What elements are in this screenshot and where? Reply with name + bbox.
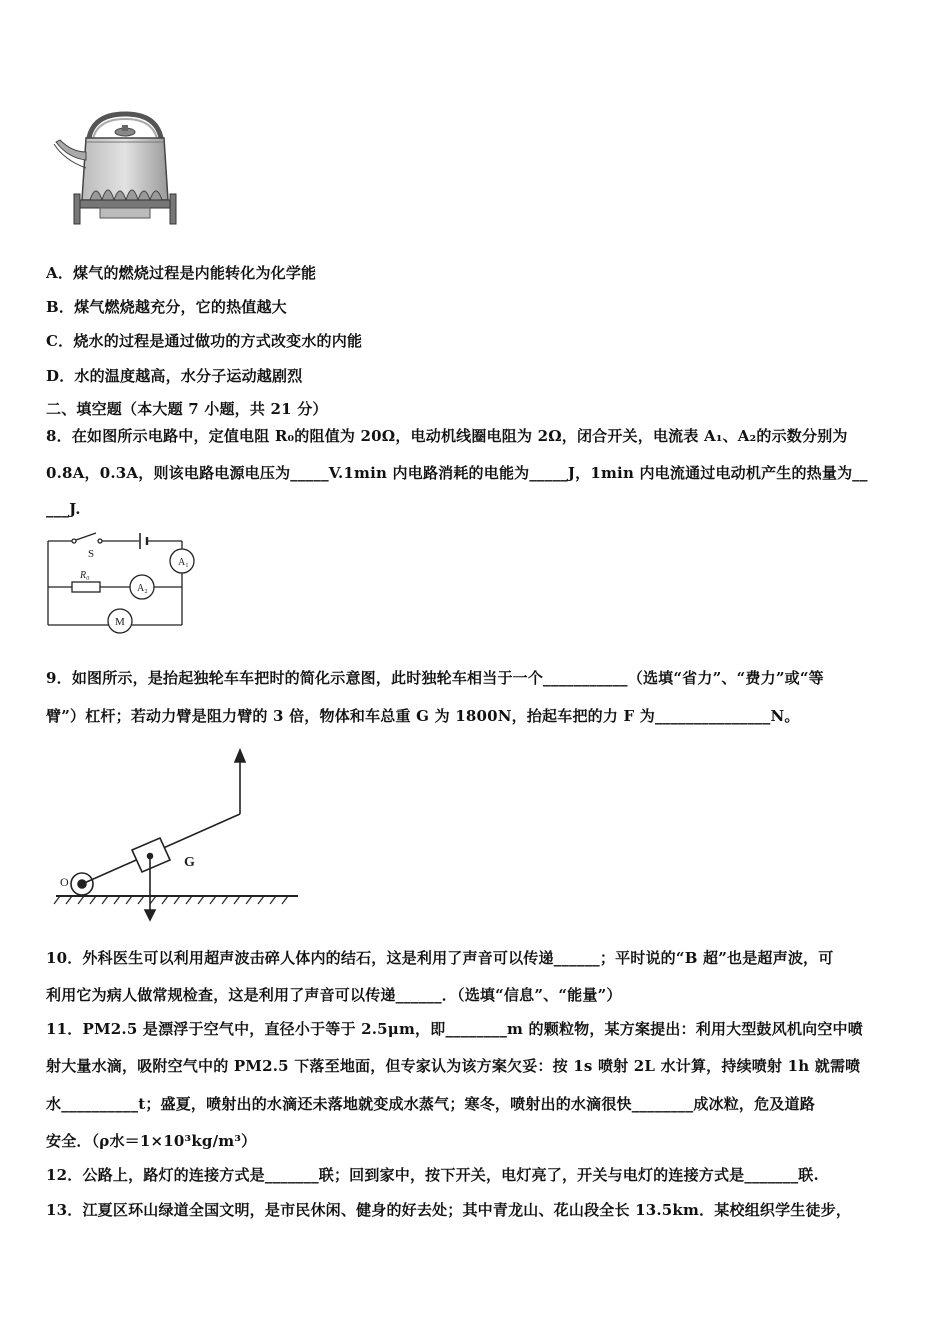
wheelbarrow-figure [52, 748, 302, 928]
q12-line-1: 12．公路上，路灯的连接方式是_______联；回到家中，按下开关，电灯亮了，开关与电灯的连接方式是_______联. [46, 1166, 819, 1184]
resistor-label: R₀ [80, 570, 90, 581]
section-heading: 二、填空题（本大题 7 小题，共 21 分） [46, 400, 328, 418]
resistor-symbol [72, 582, 100, 592]
q11-line-3: 水__________t；盛夏，喷射出的水滴还未落地就变成水蒸气；寒冬，喷射出的水滴很快________成冰粒，危及道路 [46, 1095, 815, 1113]
q7-option-d: D．水的温度越高，水分子运动越剧烈 [46, 367, 303, 385]
q9-line-1: 9．如图所示，是抬起独轮车车把时的简化示意图，此时独轮车相当于一个___________（选填“省力”、“费力”或“等 [46, 669, 824, 687]
motor-label: M [115, 616, 125, 628]
q8-line-3: ___J. [46, 500, 81, 518]
q8-line-2: 0.8A，0.3A，则该电路电源电压为_____V.1min 内电路消耗的电能为_____J，1min 内电流通过电动机产生的热量为__ [46, 464, 868, 482]
q7-option-c: C．烧水的过程是通过做功的方式改变水的内能 [46, 332, 363, 350]
q11-line-1: 11．PM2.5 是漂浮于空气中，直径小于等于 2.5μm，即________m 的颗粒物，某方案提出：利用大型鼓风机向空中喷 [46, 1020, 863, 1038]
switch-label: S [88, 548, 95, 560]
q7-option-a: A．煤气的燃烧过程是内能转化为化学能 [46, 264, 317, 282]
q8-line-1: 8．在如图所示电路中，定值电阻 R₀的阻值为 20Ω，电动机线圈电阻为 2Ω，闭合开关，电流表 A₁、A₂的示数分别为 [46, 427, 848, 445]
ammeter-a1-label: A₁ [178, 557, 189, 568]
q10-line-1: 10．外科医生可以利用超声波击碎人体内的结石，这是利用了声音可以传递______；平时说的“B 超”也是超声波，可 [46, 949, 834, 967]
q10-line-2: 利用它为病人做常规检查，这是利用了声音可以传递______．（选填“信息”、“能量”） [46, 986, 622, 1004]
weight-label: G [184, 855, 195, 870]
circuit-figure [44, 527, 204, 637]
q7-option-b: B．煤气燃烧越充分，它的热值越大 [46, 298, 287, 316]
q11-line-2: 射大量水滴，吸附空气中的 PM2.5 下落至地面，但专家认为该方案欠妥：按 1s 喷射 2L 水计算，持续喷射 1h 就需喷 [46, 1057, 861, 1075]
q9-line-2: 臂”）杠杆；若动力臂是阻力臂的 3 倍，物体和车总重 G 为 1800N，抬起车把的力 F 为_______________N。 [46, 707, 800, 725]
q13-line-1: 13．江夏区环山绿道全国文明，是市民休闲、健身的好去处；其中青龙山、花山段全长 13.5km．某校组织学生徒步， [46, 1201, 852, 1219]
kettle-figure [50, 108, 190, 226]
ammeter-a2-label: A₂ [137, 583, 148, 594]
q11-line-4: 安全．（ρ水＝1×10³kg/m³） [46, 1132, 257, 1150]
pivot-label: O [60, 875, 69, 889]
